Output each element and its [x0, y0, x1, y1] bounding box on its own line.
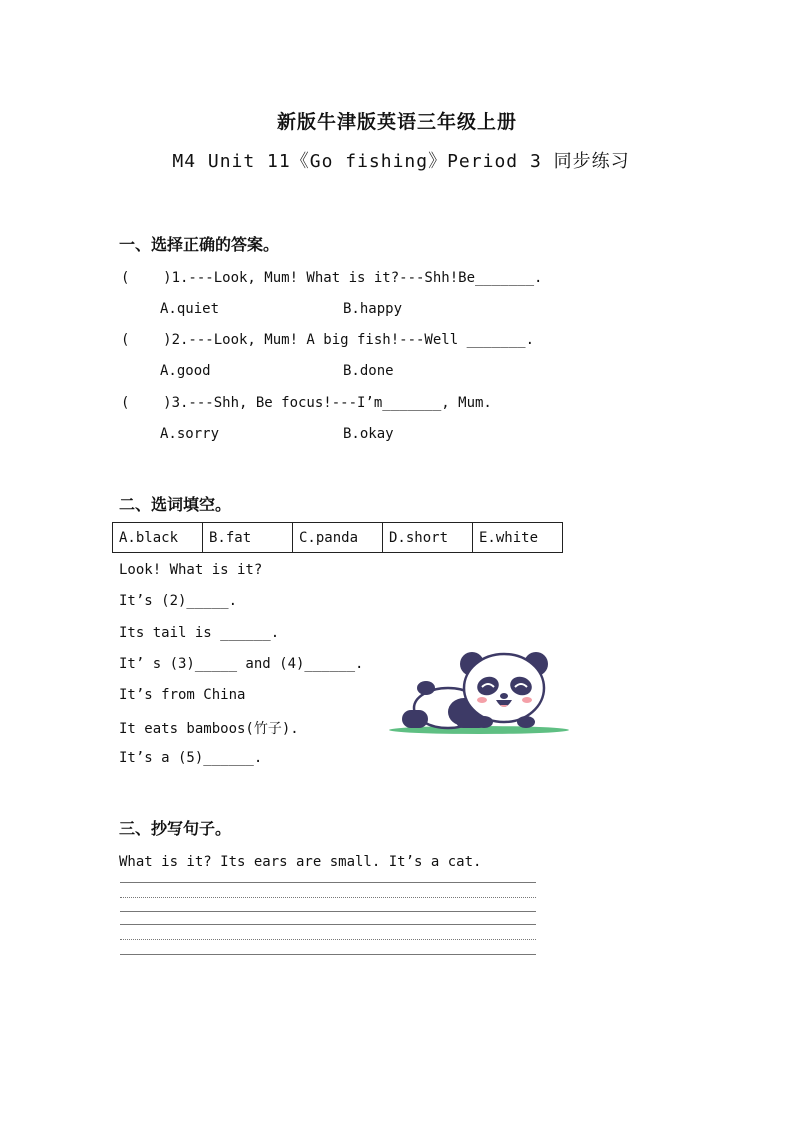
question-1: ( )1.---Look, Mum! What is it?---Shh!Be_______.	[121, 270, 543, 286]
writing-line	[120, 939, 536, 940]
writing-line	[120, 924, 536, 925]
copy-model-sentence: What is it? Its ears are small. It’s a cat.	[119, 854, 482, 870]
passage-line: It’s a (5)______.	[119, 750, 263, 766]
passage-line: Its tail is ______.	[119, 625, 280, 641]
option-2b: B.done	[343, 363, 394, 379]
word-bank-item: D.short	[383, 523, 473, 553]
writing-line	[120, 954, 536, 955]
writing-line	[120, 897, 536, 898]
section2-heading: 二、选词填空。	[119, 495, 232, 514]
option-1b: B.happy	[343, 301, 403, 317]
section3-heading: 三、抄写句子。	[119, 819, 232, 838]
word-bank-item: A.black	[113, 523, 203, 553]
writing-line	[120, 911, 536, 912]
passage-line: It’s from China	[119, 687, 246, 703]
option-2a: A.good	[160, 363, 211, 379]
word-bank-item: C.panda	[293, 523, 383, 553]
word-bank-table	[112, 522, 563, 553]
panda-illustration	[388, 642, 570, 738]
page-subtitle: M4 Unit 11《Go fishing》Period 3 同步练习	[172, 151, 630, 172]
passage-line: Look! What is it?	[119, 562, 263, 578]
question-3: ( )3.---Shh, Be focus!---I’m_______, Mum.	[121, 395, 492, 411]
section1-heading: 一、选择正确的答案。	[119, 235, 280, 254]
question-2: ( )2.---Look, Mum! A big fish!---Well _______.	[121, 332, 535, 348]
passage-line: It’ s (3)_____ and (4)______.	[119, 656, 364, 672]
passage-line: It eats bamboos(竹子).	[119, 721, 299, 737]
word-bank-item: B.fat	[203, 523, 293, 553]
word-bank-item: E.white	[473, 523, 563, 553]
writing-line	[120, 882, 536, 883]
option-1a: A.quiet	[160, 301, 220, 317]
option-3b: B.okay	[343, 426, 394, 442]
page-title: 新版牛津版英语三年级上册	[276, 111, 517, 133]
passage-line: It’s (2)_____.	[119, 593, 238, 609]
option-3a: A.sorry	[160, 426, 220, 442]
